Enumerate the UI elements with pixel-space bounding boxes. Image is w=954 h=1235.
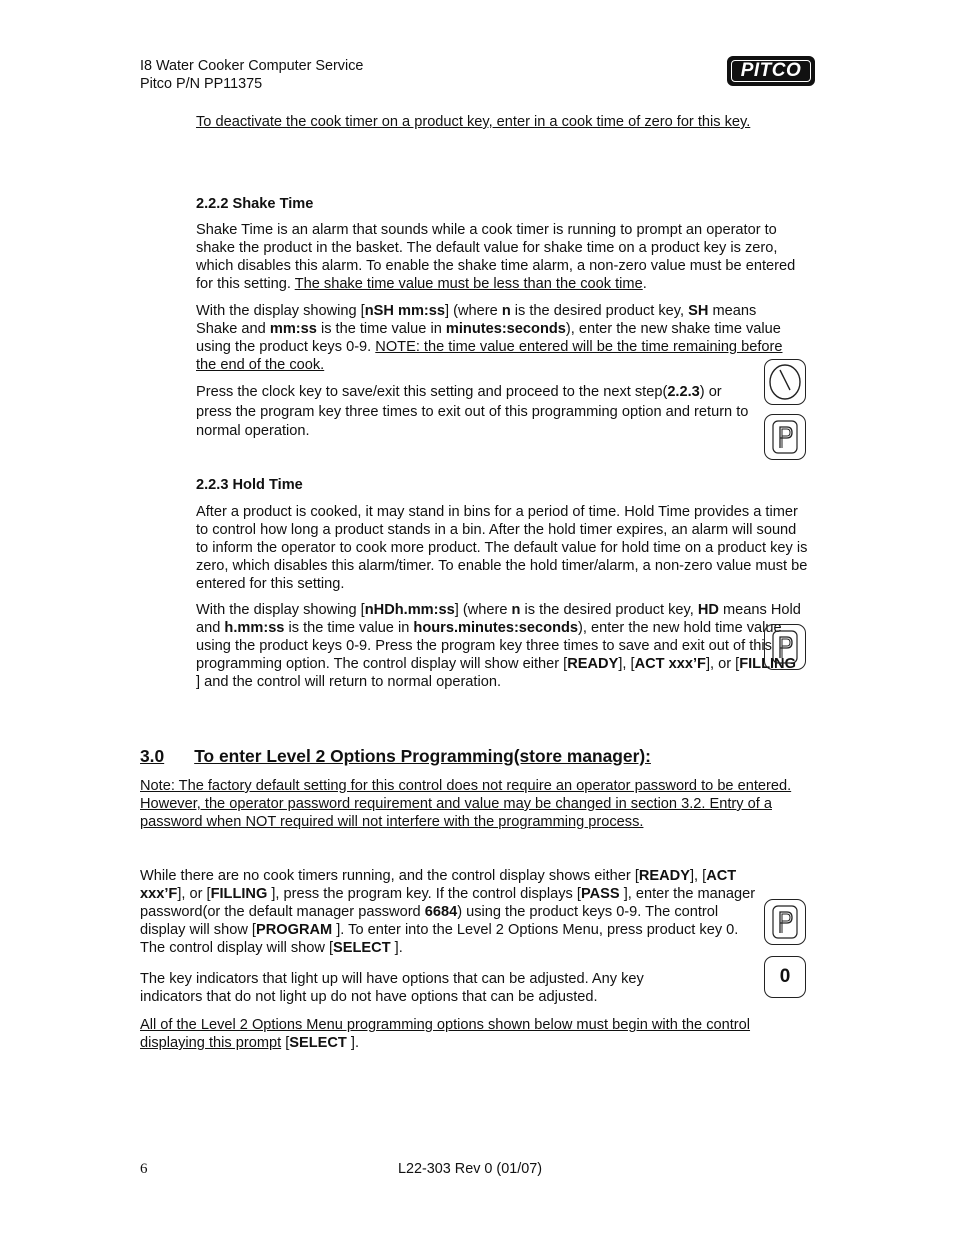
program-key (764, 899, 806, 945)
product-key-0 (764, 956, 806, 998)
section-3-0-note: Note: The factory default setting for this control does not require an operator password to be entered. However, the operator password requirement and value may be changed in section 3.2. Entry of a password when NOT required will not interfere with the programming process. (140, 778, 792, 830)
section-3-0-instructions: While there are no cook timers running, and the control display shows either [READY], [ACT xxx’F], or [FILLING ], press the program key. If the control displays [PASS ], enter the manager password(or the default manager password 6684) using the product keys 0-9. The control display will show [PROGRAM ]. To enter into the Level 2 Options Menu, press product key 0. The control display will show [SELECT ]. (140, 868, 756, 956)
shake-time-description: Shake Time is an alarm that sounds while a cook timer is running to prompt an operator to shake the product in the basket. The default value for shake time on a product key is zero, which disables this alarm. To enable the shake time alarm, a non-zero value must be entered for this setting. The shake time value must be less than the cook time. (196, 222, 796, 292)
clock-key (764, 359, 806, 405)
document-header (140, 57, 363, 93)
program-key (764, 624, 806, 670)
program-p-icon (770, 418, 800, 456)
key-zero-label: 0 (779, 966, 791, 987)
program-p-icon (770, 628, 800, 666)
heading-shake-time: 2.2.2 Shake Time (196, 196, 314, 212)
select-prompt-note: All of the Level 2 Options Menu programming options shown below must begin with the control displaying this prompt [SELECT ]. (140, 1017, 751, 1051)
shake-time-save-instructions: Press the clock key to save/exit this setting and proceed to the next step(2.2.3) or press the program key three times to exit out of this programming option and return to normal operation. (196, 384, 749, 439)
hold-time-description: After a product is cooked, it may stand in bins for a period of time. Hold Time provides a timer to control how long a product stands in a bin. After the hold timer expires, an alarm will sound to inform the operator to cook more product. The default value for hold time on a product key is zero, which disables this alarm/timer. To enable the hold timer/alarm, a non-zero value must be entered for this setting. (196, 504, 808, 592)
key-indicators-note: The key indicators that light up will have options that can be adjusted. Any key indicators that do not light up do not have options that can be adjusted. (140, 971, 644, 1005)
logo-text: PITCO (740, 60, 802, 81)
intro-note: To deactivate the cook timer on a product key, enter in a cook time of zero for this key. (196, 114, 751, 130)
program-key (764, 414, 806, 460)
pitco-logo (727, 56, 815, 86)
program-p-icon (770, 903, 800, 941)
page-number: 6 (140, 1161, 148, 1177)
shake-time-instructions: With the display showing [nSH mm:ss] (where n is the desired product key, SH means Shake and mm:ss is the time value in minutes:seconds), enter the new shake time value using the product keys 0-9. NOTE: the time value entered will be the time remaining before the end of the cook. (196, 303, 783, 373)
document-id: L22-303 Rev 0 (01/07) (398, 1161, 542, 1177)
heading-section-3-0: 3.0 To enter Level 2 Options Programming(store manager): (140, 746, 651, 766)
heading-hold-time: 2.2.3 Hold Time (196, 477, 303, 493)
hold-time-instructions: With the display showing [nHDh.mm:ss] (where n is the desired product key, HD means Hold and h.mm:ss is the time value in hours.minutes:seconds), enter the new hold time value using the product keys 0-9. Press the program key three times to save and exit out of this programming option. The control display will show either [READY], [ACT xxx’F], or [FILLING ] and the control will return to normal operation. (196, 602, 801, 690)
header-part-number: Pitco P/N PP11375 (140, 76, 263, 92)
header-title: I8 Water Cooker Computer Service (140, 58, 364, 74)
clock-icon (767, 362, 803, 402)
